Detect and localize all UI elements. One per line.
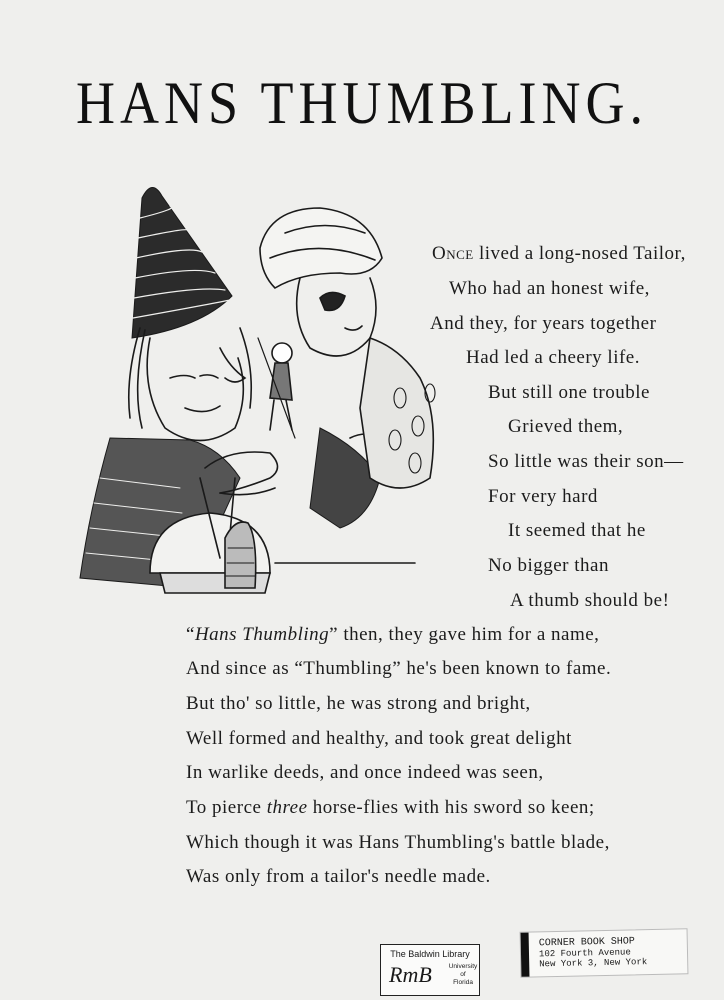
baldwin-library-stamp [380, 944, 480, 996]
corner-book-shop-label: CORNER BOOK SHOP 102 Fourth Avenue New York 3, New York [520, 928, 689, 978]
verse-line-19: Was only from a tailor's needle made. [186, 866, 491, 887]
verse-line-3: And they, for years together [430, 313, 657, 334]
verse-line-6: Grieved them, [508, 416, 624, 437]
verse-line-2: Who had an honest wife, [449, 278, 650, 299]
label-edge [521, 933, 530, 977]
baldwin-library-label: The Baldwin Library [390, 949, 470, 959]
tailor-illustration [70, 178, 470, 618]
verse-line-7: So little was their son— [488, 451, 684, 472]
baldwin-monogram: RmB [389, 962, 432, 987]
verse-line-10: No bigger than [488, 555, 609, 576]
verse-line-17: To pierce three horse-flies with his sword so keen; [186, 797, 595, 818]
verse-line-1: Once lived a long-nosed Tailor, [432, 243, 686, 264]
verse-line-8: For very hard [488, 486, 598, 507]
page-title: HANS THUMBLING. [75, 69, 649, 137]
verse-line-14: But tho' so little, he was strong and bright, [186, 693, 531, 714]
verse-line-12: “Hans Thumbling” then, they gave him for a name, [186, 624, 600, 645]
verse-line-4: Had led a cheery life. [466, 347, 640, 368]
verse-line-18: Which though it was Hans Thumbling's battle blade, [186, 832, 610, 853]
verse-line-5: But still one trouble [488, 382, 650, 403]
verse-line-9: It seemed that he [508, 520, 646, 541]
verse-line-13: And since as “Thumbling” he's been known to fame. [186, 658, 612, 679]
verse-line-11: A thumb should be! [510, 590, 670, 611]
verse-line-16: In warlike deeds, and once indeed was seen, [186, 762, 544, 783]
university-label: University of Florida [448, 963, 478, 986]
verse-line-15: Well formed and healthy, and took great delight [186, 728, 572, 749]
